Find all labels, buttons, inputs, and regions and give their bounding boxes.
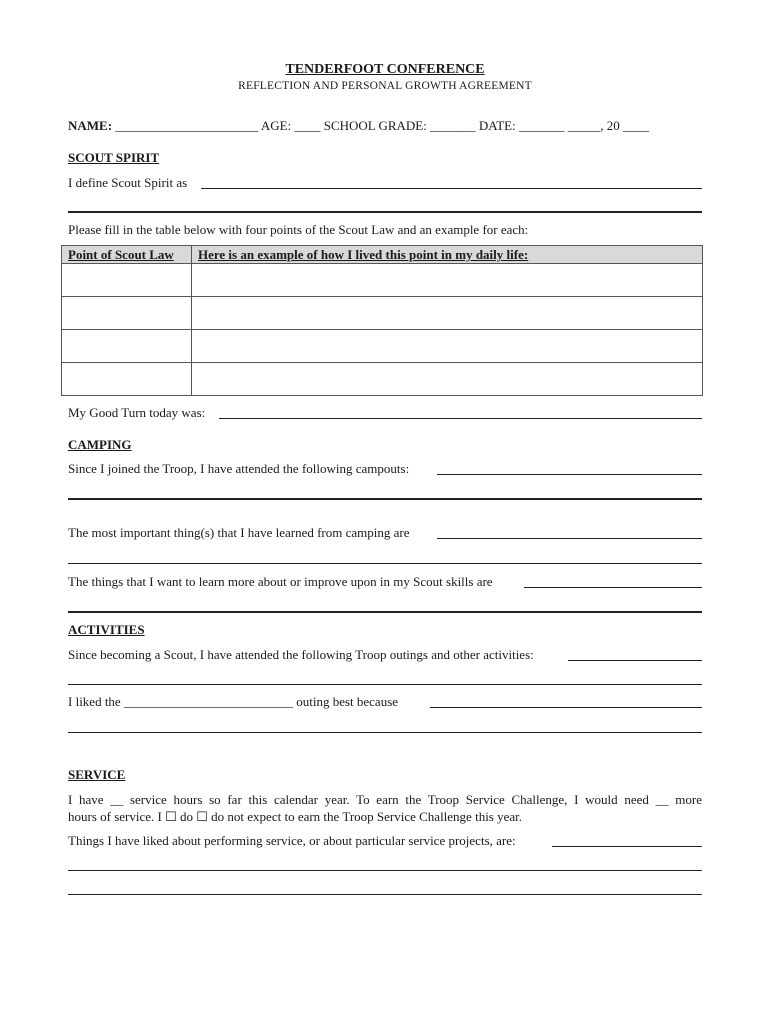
outings-field[interactable]: [568, 646, 702, 661]
good-turn-field[interactable]: [219, 404, 702, 419]
example-cell[interactable]: [192, 297, 703, 330]
grade-label: SCHOOL GRADE:: [323, 118, 427, 133]
define-spirit-field-line-2[interactable]: [68, 211, 702, 213]
campouts-field[interactable]: [437, 460, 702, 475]
year-field[interactable]: ____: [622, 118, 649, 133]
service-heading: SERVICE: [68, 767, 126, 782]
info-row: [68, 118, 649, 134]
improve-field-line-2[interactable]: [68, 611, 702, 613]
example-cell[interactable]: [192, 264, 703, 297]
do-checkbox[interactable]: ☐: [165, 809, 177, 824]
scout-law-table: [61, 245, 703, 396]
do-label: do: [180, 809, 194, 824]
table-row: [62, 330, 703, 363]
campouts-field-line-2[interactable]: [68, 498, 702, 500]
define-spirit-field[interactable]: [201, 174, 702, 189]
campouts-prompt: Since I joined the Troop, I have attended the following campouts:: [68, 461, 410, 476]
point-cell[interactable]: [62, 363, 192, 396]
outings-prompt: Since becoming a Scout, I have attended the following Troop outings and other activities:: [68, 647, 534, 662]
table-header-row: [62, 246, 703, 264]
liked-prefix: I liked the: [68, 694, 121, 709]
scout-spirit-heading: SCOUT SPIRIT: [68, 150, 160, 165]
date-field-2[interactable]: _____: [567, 118, 601, 133]
liked-outing-row: [68, 694, 398, 710]
liked-suffix: outing best because: [296, 694, 399, 709]
example-cell[interactable]: [192, 363, 703, 396]
point-cell[interactable]: [62, 330, 192, 363]
outings-field-line-2[interactable]: [68, 684, 702, 685]
page-title: TENDERFOOT CONFERENCE: [285, 62, 485, 77]
service-liked-field-line-2[interactable]: [68, 870, 702, 871]
table-prompt: Please fill in the table below with four points of the Scout Law and an example for each:: [68, 222, 529, 237]
do-not-checkbox[interactable]: ☐: [196, 809, 208, 824]
liked-because-field-line-2[interactable]: [68, 732, 702, 733]
do-not-label: do not expect to earn the Troop Service Challenge this year.: [211, 809, 523, 824]
col-header-example: Here is an example of how I lived this point in my daily life:: [192, 246, 703, 264]
point-cell[interactable]: [62, 264, 192, 297]
service-liked-prompt: Things I have liked about performing service, or about particular service projects, are:: [68, 833, 516, 848]
name-label: NAME:: [68, 118, 113, 133]
learned-field[interactable]: [437, 524, 702, 539]
learned-prompt: The most important thing(s) that I have learned from camping are: [68, 525, 410, 540]
service-liked-field-line-3[interactable]: [68, 894, 702, 895]
define-spirit-prompt: I define Scout Spirit as: [68, 175, 188, 190]
year-label: , 20: [600, 118, 620, 133]
improve-prompt: The things that I want to learn more about or improve upon in my Scout skills are: [68, 574, 493, 589]
table-row: [62, 297, 703, 330]
table-row: [62, 363, 703, 396]
camping-heading: CAMPING: [68, 437, 132, 452]
name-field[interactable]: ______________________: [115, 118, 259, 133]
example-cell[interactable]: [192, 330, 703, 363]
service-hours-line-2: [68, 808, 522, 825]
service-hours-line-1: I have __ service hours so far this calendar year. To earn the Troop Service Challenge, I would need __ more: [68, 792, 702, 807]
date-label: DATE:: [478, 118, 516, 133]
date-field-1[interactable]: _______: [518, 118, 565, 133]
age-label: AGE:: [260, 118, 292, 133]
good-turn-prompt: My Good Turn today was:: [68, 405, 206, 420]
table-row: [62, 264, 703, 297]
page-subtitle: REFLECTION AND PERSONAL GROWTH AGREEMENT: [238, 80, 532, 92]
point-cell[interactable]: [62, 297, 192, 330]
hours-line-2-prefix: hours of service. I: [68, 809, 162, 824]
age-field[interactable]: ____: [294, 118, 321, 133]
improve-field[interactable]: [524, 573, 702, 588]
service-liked-field[interactable]: [552, 832, 702, 847]
liked-outing-field[interactable]: __________________________: [123, 694, 293, 709]
col-header-point: Point of Scout Law: [62, 246, 192, 264]
activities-heading: ACTIVITIES: [68, 622, 145, 637]
learned-field-line-2[interactable]: [68, 563, 702, 564]
liked-because-field[interactable]: [430, 693, 702, 708]
grade-field[interactable]: _______: [430, 118, 476, 133]
